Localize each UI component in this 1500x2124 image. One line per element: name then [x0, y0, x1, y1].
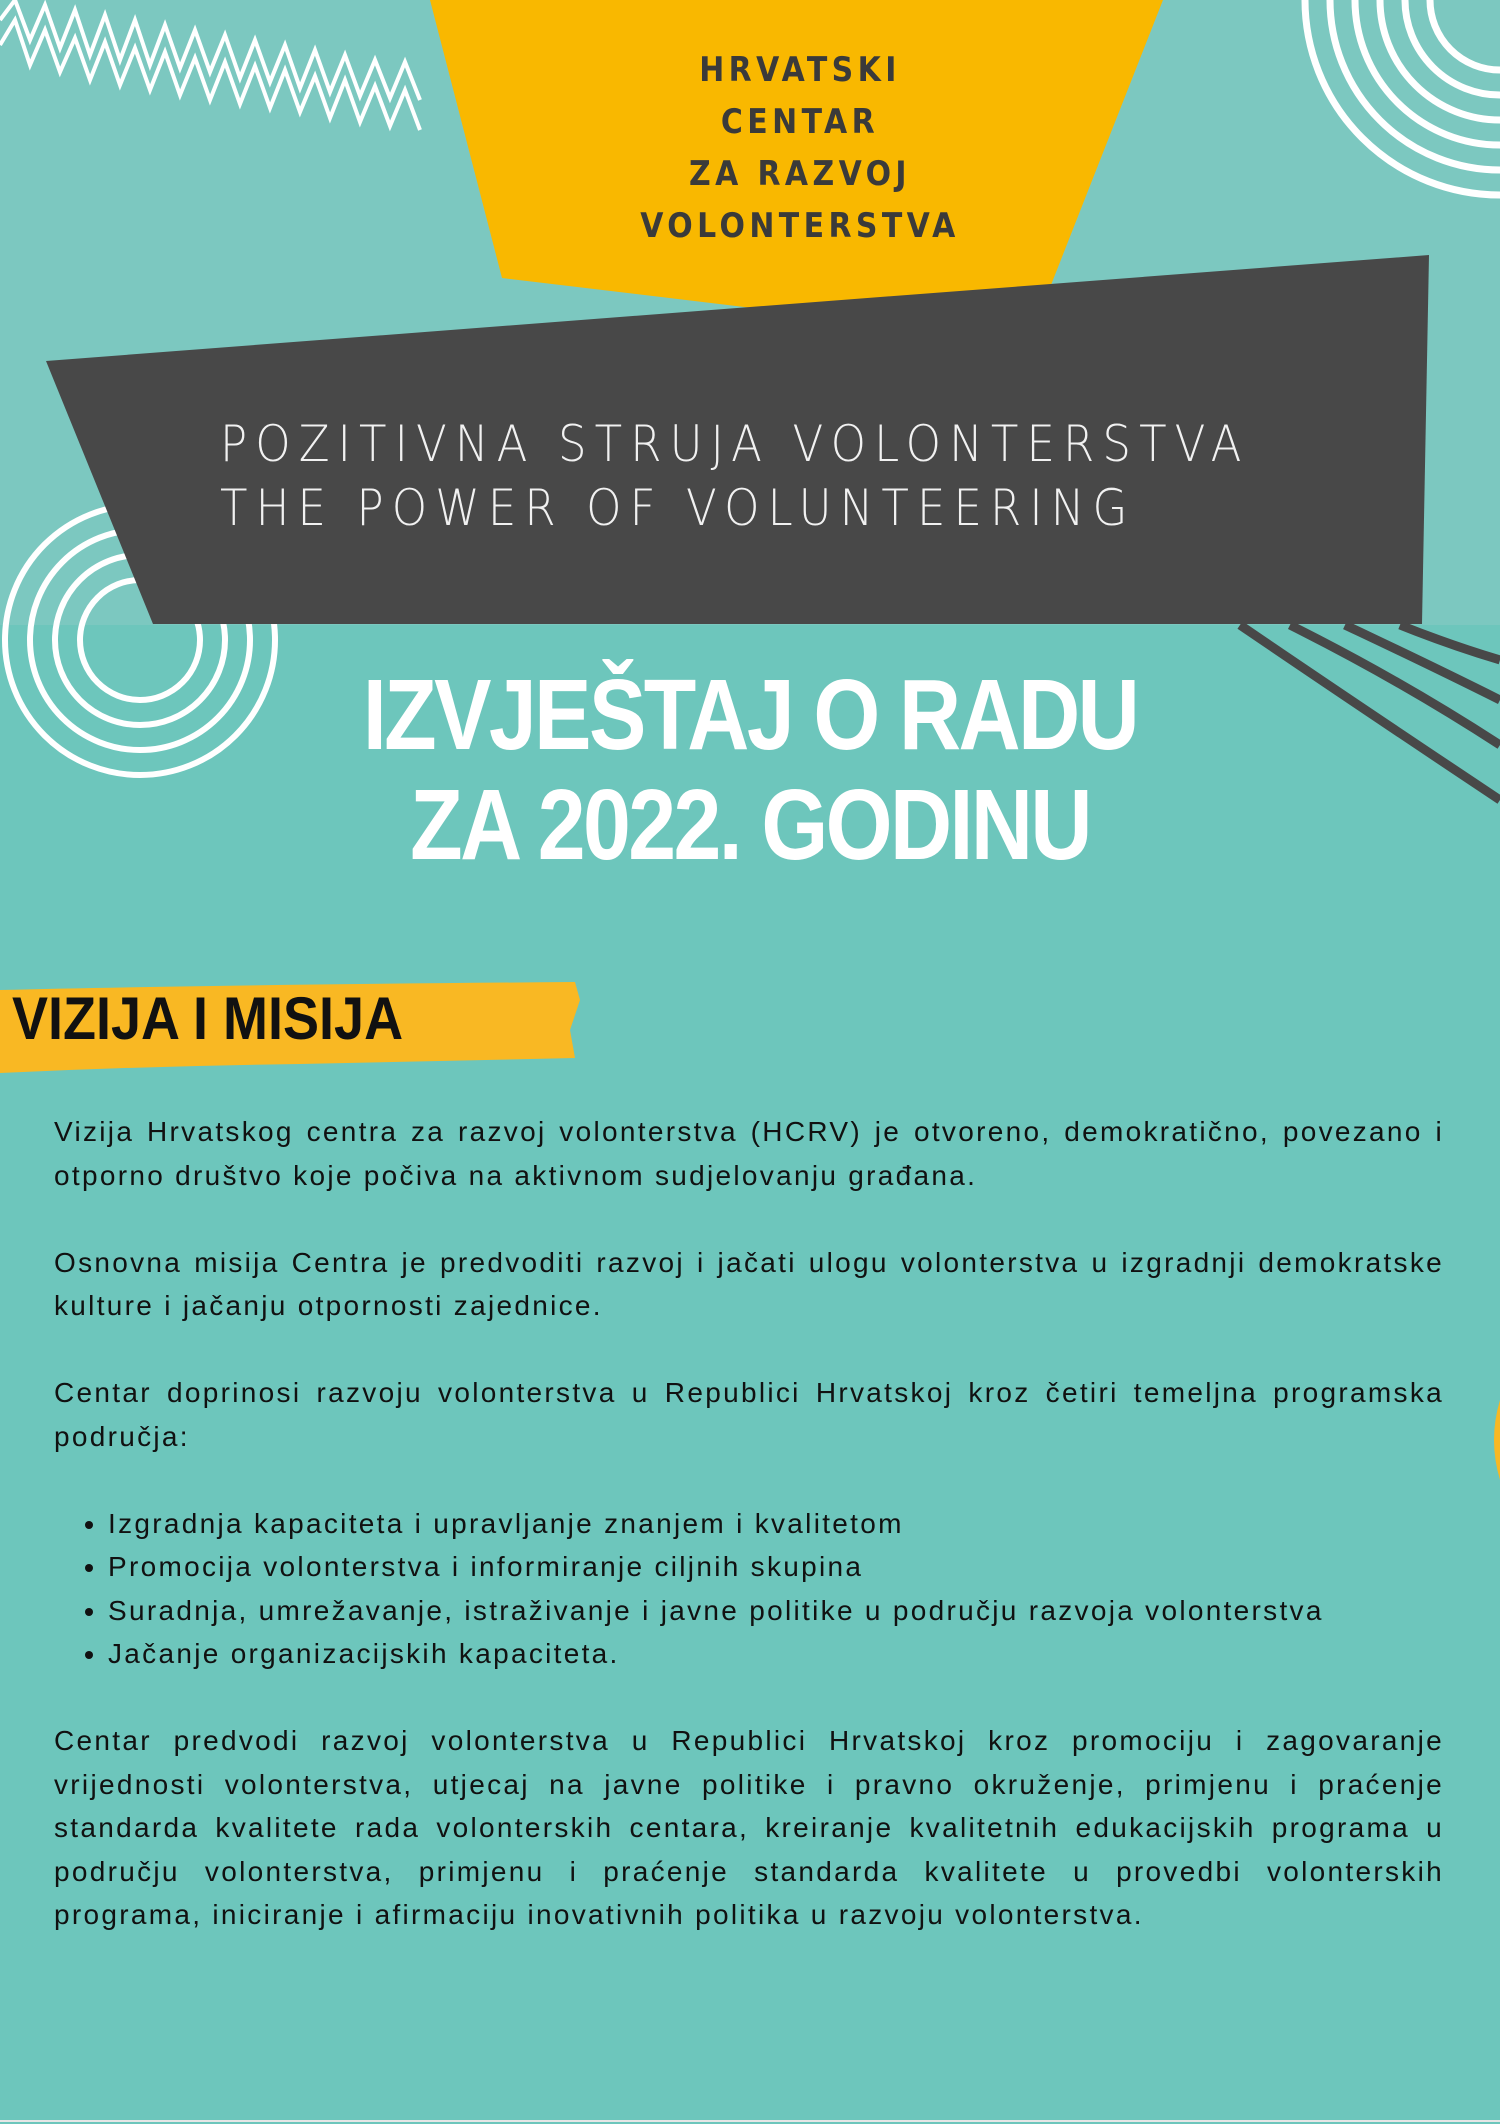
- list-item: • Promocija volonterstva i informiranje ciljnih skupina: [108, 1545, 1444, 1589]
- list-item: • Suradnja, umrežavanje, istraživanje i javne politike u području razvoja volonterstva: [108, 1589, 1444, 1633]
- program-areas-list: [54, 1502, 1444, 1676]
- list-item: • Izgradnja kapaciteta i upravljanje znanjem i kvalitetom: [108, 1502, 1444, 1546]
- logo-line: CENTAR: [720, 102, 880, 142]
- paragraph-program-areas: Centar doprinosi razvoju volonterstva u Republici Hrvatskoj kroz četiri temeljna programska područja:: [54, 1377, 1444, 1452]
- report-title: [0, 660, 1500, 880]
- list-item: • Jačanje organizacijskih kapaciteta.: [108, 1632, 1444, 1676]
- page-bottom-divider: [0, 2120, 1500, 2122]
- logo-text: [589, 44, 1011, 252]
- paragraph-closing: Centar predvodi razvoj volonterstva u Republici Hrvatskoj kroz promociju i zagovaranje vrijednosti volonterstva, utjecaj na javne politike i pravno okruženje, primjenu i praćenje standarda kvalitete rada volonterskih centara, kreiranje kvalitetnih edukacijskih programa u području volonterstva, primjenu i praćenje standarda kvalitete u provedbi volonterskih programa, iniciranje i afirmaciju inovativnih politika u razvoju volonterstva.: [54, 1725, 1444, 1930]
- banner-slogan: [220, 412, 1250, 540]
- yellow-edge-sliver: [1494, 1400, 1500, 1480]
- slogan-line-2: THE POWER OF VOLUNTEERING: [220, 479, 1136, 537]
- section-body: [54, 1110, 1444, 1980]
- logo-line: HRVATSKI: [699, 50, 901, 90]
- paragraph-vision: Vizija Hrvatskog centra za razvoj volonterstva (HCRV) je otvoreno, demokratično, povezano i otporno društvo koje počiva na aktivnom sudjelovanju građana.: [54, 1116, 1444, 1191]
- logo-line: VOLONTERSTVA: [640, 206, 960, 246]
- slogan-line-1: POZITIVNA STRUJA VOLONTERSTVA: [220, 415, 1250, 473]
- section-heading: VIZIJA I MISIJA: [12, 985, 404, 1052]
- logo-line: ZA RAZVOJ: [689, 154, 911, 194]
- paragraph-mission: Osnovna misija Centra je predvoditi razvoj i jačati ulogu volonterstva u izgradnji demokratske kulture i jačanju otpornosti zajednice.: [54, 1246, 1444, 1321]
- title-line-1: IZVJEŠTAJ O RADU: [362, 659, 1138, 771]
- title-line-2: ZA 2022. GODINU: [410, 769, 1090, 881]
